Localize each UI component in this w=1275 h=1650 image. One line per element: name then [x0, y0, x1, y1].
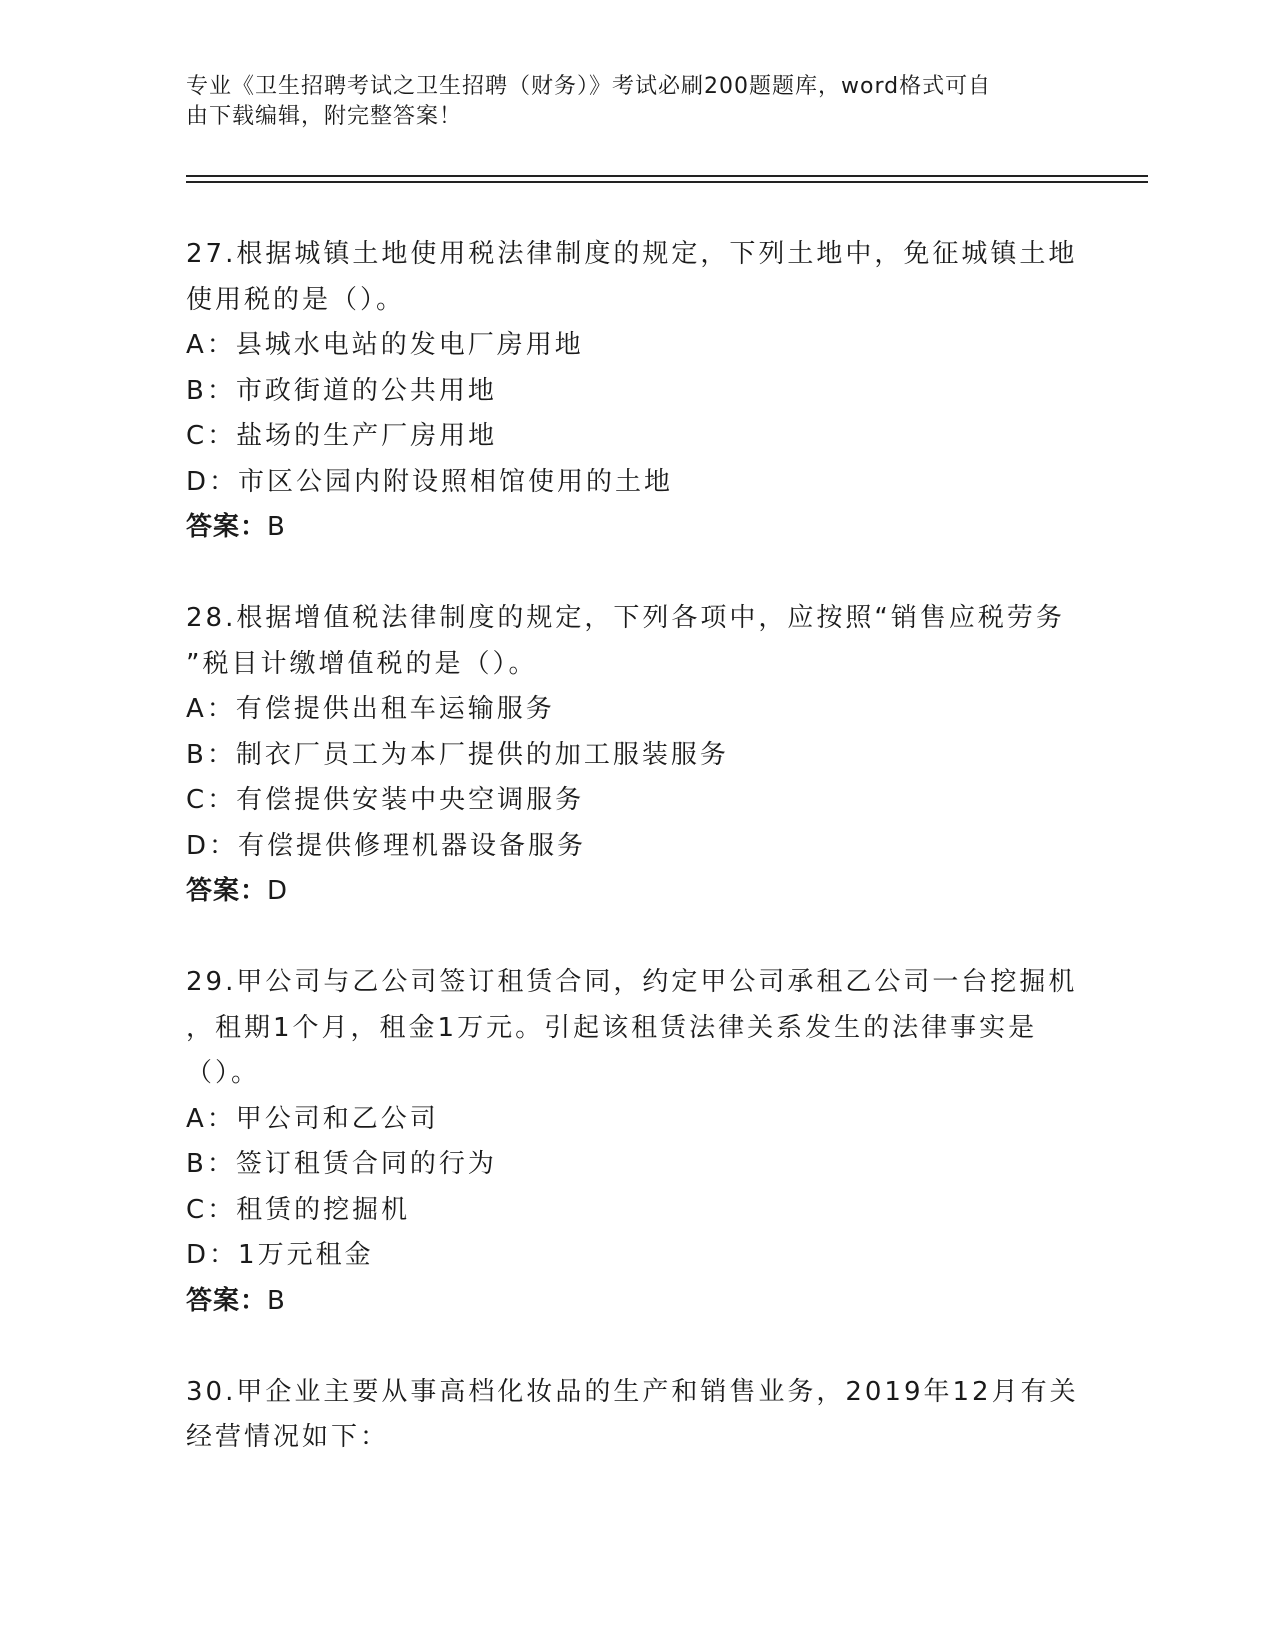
option-b: B：制衣厂员工为本厂提供的加工服装服务	[186, 739, 729, 770]
question-28	[186, 596, 1086, 915]
option-a: A：县城水电站的发电厂房用地	[186, 330, 584, 360]
answer-line	[186, 869, 1086, 915]
option-d: D：有偿提供修理机器设备服务	[186, 830, 587, 861]
answer-label: 答案：	[186, 876, 268, 906]
question-stem-line: 30.甲企业主要从事高档化妆品的生产和销售业务，2019年12月有关	[186, 1376, 1079, 1407]
answer-label: 答案：	[186, 1285, 268, 1316]
option-d: D：市区公园内附设照相馆使用的土地	[186, 466, 674, 497]
option-d: D：1万元租金	[186, 1240, 374, 1270]
answer-value: D	[267, 876, 289, 906]
question-stem-line: ，租期1个月，租金1万元。引起该租赁法律关系发生的法律事实是	[186, 1012, 1038, 1043]
question-stem-line: 经营情况如下：	[186, 1422, 390, 1452]
header-rule-top	[186, 175, 1148, 177]
question-30	[186, 1370, 1086, 1461]
question-stem-line: 27.根据城镇土地使用税法律制度的规定，下列土地中，免征城镇土地	[186, 239, 1078, 269]
header-line-2: 由下载编辑，附完整答案！	[186, 104, 463, 129]
option-b: B：市政街道的公共用地	[186, 375, 497, 406]
question-stem-line: 28.根据增值税法律制度的规定，下列各项中，应按照“销售应税劳务	[186, 603, 1065, 633]
answer-value: B	[267, 512, 286, 542]
option-a: A：有偿提供出租车运输服务	[186, 694, 555, 724]
option-c: C：租赁的挖掘机	[186, 1194, 411, 1225]
header-rule-bottom	[186, 181, 1148, 183]
question-list	[186, 232, 1086, 1461]
answer-line	[186, 505, 1086, 551]
answer-value: B	[267, 1285, 286, 1316]
option-c: C：盐场的生产厂房用地	[186, 421, 498, 451]
question-stem-line: （）。	[186, 1058, 261, 1088]
option-a: A：甲公司和乙公司	[186, 1103, 439, 1134]
question-stem-line: 29.甲公司与乙公司签订租赁合同，约定甲公司承租乙公司一台挖掘机	[186, 967, 1078, 997]
option-c: C：有偿提供安装中央空调服务	[186, 785, 585, 815]
option-b: B：签订租赁合同的行为	[186, 1149, 497, 1179]
question-27	[186, 232, 1086, 551]
header-line-1: 专业《卫生招聘考试之卫生招聘（财务）》考试必刷200题题库，word格式可自	[186, 74, 992, 99]
question-29	[186, 960, 1086, 1324]
answer-label: 答案：	[186, 512, 268, 542]
question-stem-line: ”税目计缴增值税的是（）。	[186, 648, 538, 679]
document-header	[186, 72, 1066, 132]
answer-line	[186, 1279, 1086, 1325]
question-stem-line: 使用税的是（）。	[186, 284, 406, 315]
